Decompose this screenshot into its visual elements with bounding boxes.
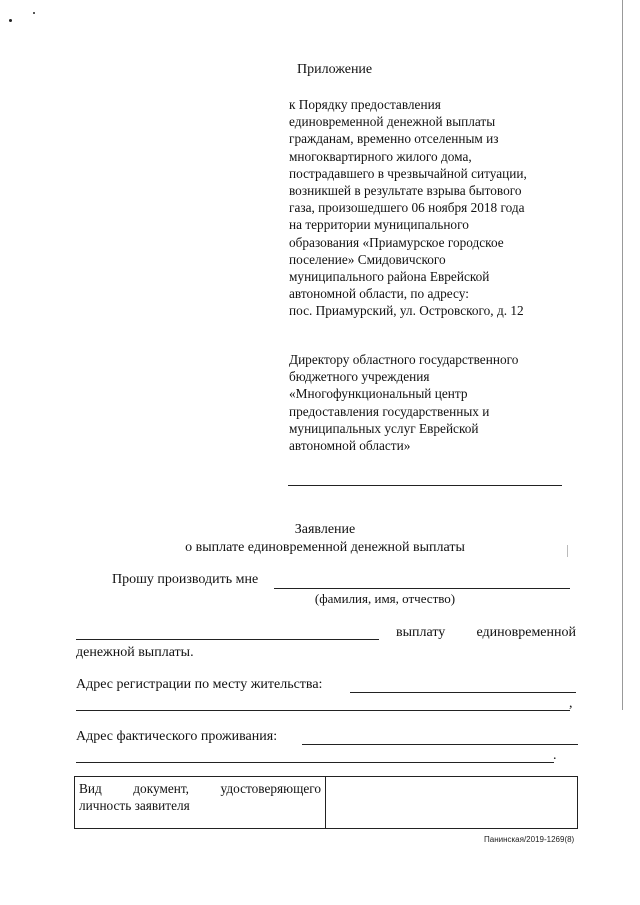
addressee-line: Директору областного государственного xyxy=(289,352,519,367)
appendix-body xyxy=(289,96,579,320)
appendix-line: на территории муниципального xyxy=(289,217,469,233)
appendix-line: поселение» Смидовичского xyxy=(289,251,446,267)
addressee-block xyxy=(289,351,579,454)
appendix-line: пострадавшего в чрезвычайной ситуации, xyxy=(289,165,527,181)
actual-address-label: Адрес фактического проживания: xyxy=(76,729,278,744)
addressee-line: муниципальных услуг Еврейской xyxy=(289,420,479,436)
payment-text: выплату единовременной xyxy=(396,625,576,640)
footer-document-code: Панинская/2019-1269(8) xyxy=(484,835,575,844)
statement-subtitle: о выплате единовременной денежной выплаты xyxy=(185,540,465,555)
id-document-label-line: личность заявителя xyxy=(79,798,190,813)
id-document-value-cell[interactable] xyxy=(326,777,577,828)
appendix-line: образования «Приамурское городское xyxy=(289,234,504,250)
appendix-line: газа, произошедшего 06 ноября 2018 года xyxy=(289,200,525,216)
fio-field-line[interactable] xyxy=(274,588,570,589)
appendix-line: многоквартирного жилого дома, xyxy=(289,148,472,164)
appendix-line: гражданам, временно отселенным из xyxy=(289,131,499,147)
registration-address-label: Адрес регистрации по месту жительства: xyxy=(76,677,323,692)
appendix-title: Приложение xyxy=(297,62,373,77)
addressee-line: бюджетного учреждения xyxy=(289,369,430,385)
registration-punct: , xyxy=(569,696,573,711)
id-document-label-line: Вид документ, удостоверяющего xyxy=(79,781,321,796)
appendix-line: пос. Приамурский, ул. Островского, д. 12 xyxy=(289,303,524,319)
addressee-line: «Многофункциональный центр xyxy=(289,386,468,402)
scan-speck xyxy=(9,19,12,22)
payment-field-line[interactable] xyxy=(76,639,379,640)
appendix-line: муниципального района Еврейской xyxy=(289,269,490,285)
actual-address-line-2[interactable] xyxy=(76,762,554,763)
actual-punct: . xyxy=(553,748,557,763)
id-document-label-cell xyxy=(75,777,326,828)
statement-title: Заявление xyxy=(294,522,356,537)
scan-speck xyxy=(33,12,35,14)
actual-address-line[interactable] xyxy=(302,744,578,745)
appendix-line: единовременной денежной выплаты xyxy=(289,114,496,130)
request-text: Прошу производить мне xyxy=(112,572,259,587)
addressee-line: предоставления государственных и xyxy=(289,403,490,419)
payment-continuation: денежной выплаты. xyxy=(76,645,194,660)
fio-caption: (фамилия, имя, отчество) xyxy=(314,591,456,606)
appendix-line: автономной области, по адресу: xyxy=(289,286,469,302)
applicant-name-line[interactable] xyxy=(288,485,562,486)
id-document-table xyxy=(74,776,578,829)
registration-address-line-2[interactable] xyxy=(76,710,570,711)
appendix-line: возникшей в результате взрыва бытового xyxy=(289,183,522,199)
addressee-line: автономной области» xyxy=(289,438,411,454)
appendix-line: к Порядку предоставления xyxy=(289,97,441,112)
registration-address-line[interactable] xyxy=(350,692,576,693)
